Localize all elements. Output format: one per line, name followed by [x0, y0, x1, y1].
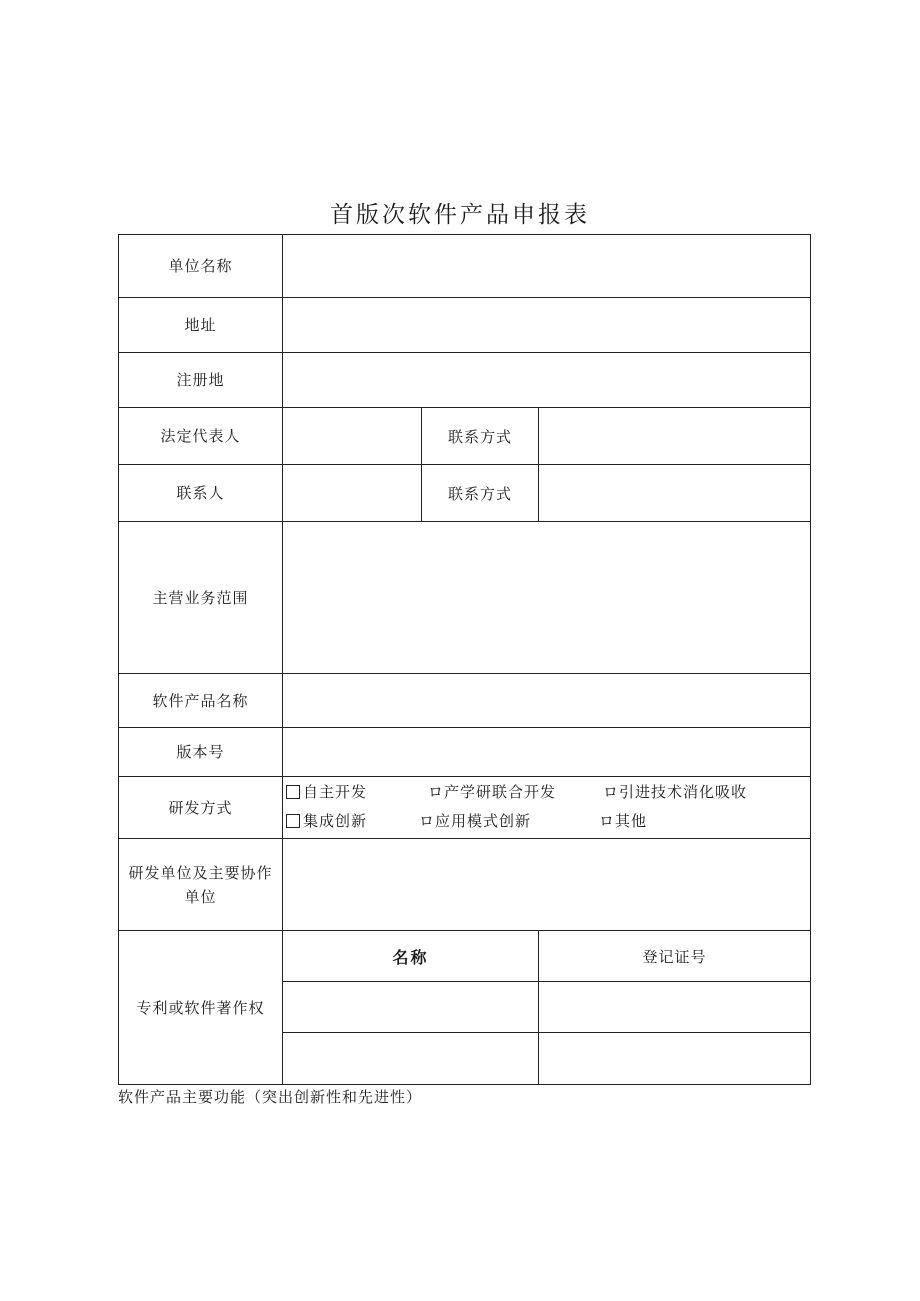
- row-reg-place: [119, 353, 811, 408]
- application-form-table: [118, 234, 811, 1085]
- address-label: 地址: [119, 298, 283, 353]
- patent-label: 专利或软件著作权: [119, 931, 283, 1085]
- address-field[interactable]: [283, 298, 811, 353]
- checkbox-mark-icon[interactable]: ロ: [419, 812, 436, 830]
- patent-col-name: 名称: [283, 931, 539, 982]
- rd-option-industry-academia[interactable]: ロ 产学研联合开发: [428, 783, 557, 801]
- page-title: 首版次软件产品申报表: [330, 202, 590, 228]
- business-scope-label: 主营业务范围: [119, 522, 283, 674]
- version-label: 版本号: [119, 728, 283, 777]
- checkbox-icon[interactable]: [286, 785, 300, 799]
- rd-unit-field[interactable]: [283, 839, 811, 931]
- legal-rep-label: 法定代表人: [119, 408, 283, 465]
- rd-unit-label: 研发单位及主要协作单位: [119, 839, 283, 931]
- patent-cert-cell[interactable]: [539, 982, 811, 1033]
- patent-col-cert: 登记证号: [539, 931, 811, 982]
- patent-cert-cell[interactable]: [539, 1033, 811, 1085]
- contact-person-label: 联系人: [119, 465, 283, 522]
- patent-name-cell[interactable]: [283, 1033, 539, 1085]
- rd-mode-label: 研发方式: [119, 777, 283, 839]
- reg-place-label: 注册地: [119, 353, 283, 408]
- product-name-field[interactable]: [283, 674, 811, 728]
- contact-method-label-1: 联系方式: [422, 408, 539, 465]
- row-rd-unit: [119, 839, 811, 931]
- product-name-label: 软件产品名称: [119, 674, 283, 728]
- contact-person-field[interactable]: [283, 465, 422, 522]
- rd-option-self-dev[interactable]: 自主开发: [286, 781, 428, 802]
- checkbox-mark-icon[interactable]: ロ: [428, 783, 445, 801]
- main-function-heading: 软件产品主要功能（突出创新性和先进性）: [118, 1088, 423, 1106]
- row-patent-header: [119, 931, 811, 982]
- checkbox-mark-icon[interactable]: ロ: [603, 783, 620, 801]
- row-business-scope: [119, 522, 811, 674]
- rd-option-tech-absorption[interactable]: ロ 引进技术消化吸收: [603, 783, 748, 801]
- contact-method-field-2[interactable]: [539, 465, 811, 522]
- row-contact-person: [119, 465, 811, 522]
- patent-name-cell[interactable]: [283, 982, 539, 1033]
- row-legal-rep: [119, 408, 811, 465]
- reg-place-field[interactable]: [283, 353, 811, 408]
- checkbox-mark-icon[interactable]: ロ: [599, 812, 616, 830]
- contact-method-label-2: 联系方式: [422, 465, 539, 522]
- business-scope-field[interactable]: [283, 522, 811, 674]
- rd-option-other[interactable]: ロ 其他: [599, 812, 648, 830]
- rd-option-application-mode[interactable]: ロ 应用模式创新: [419, 812, 532, 830]
- row-product-name: [119, 674, 811, 728]
- row-version: [119, 728, 811, 777]
- row-rd-mode: [119, 777, 811, 839]
- unit-name-field[interactable]: [283, 235, 811, 298]
- checkbox-icon[interactable]: [286, 814, 300, 828]
- row-unit-name: [119, 235, 811, 298]
- contact-method-field-1[interactable]: [539, 408, 811, 465]
- rd-mode-options: [283, 777, 811, 839]
- row-address: [119, 298, 811, 353]
- rd-option-integration[interactable]: 集成创新: [286, 810, 419, 831]
- legal-rep-field[interactable]: [283, 408, 422, 465]
- version-field[interactable]: [283, 728, 811, 777]
- unit-name-label: 单位名称: [119, 235, 283, 298]
